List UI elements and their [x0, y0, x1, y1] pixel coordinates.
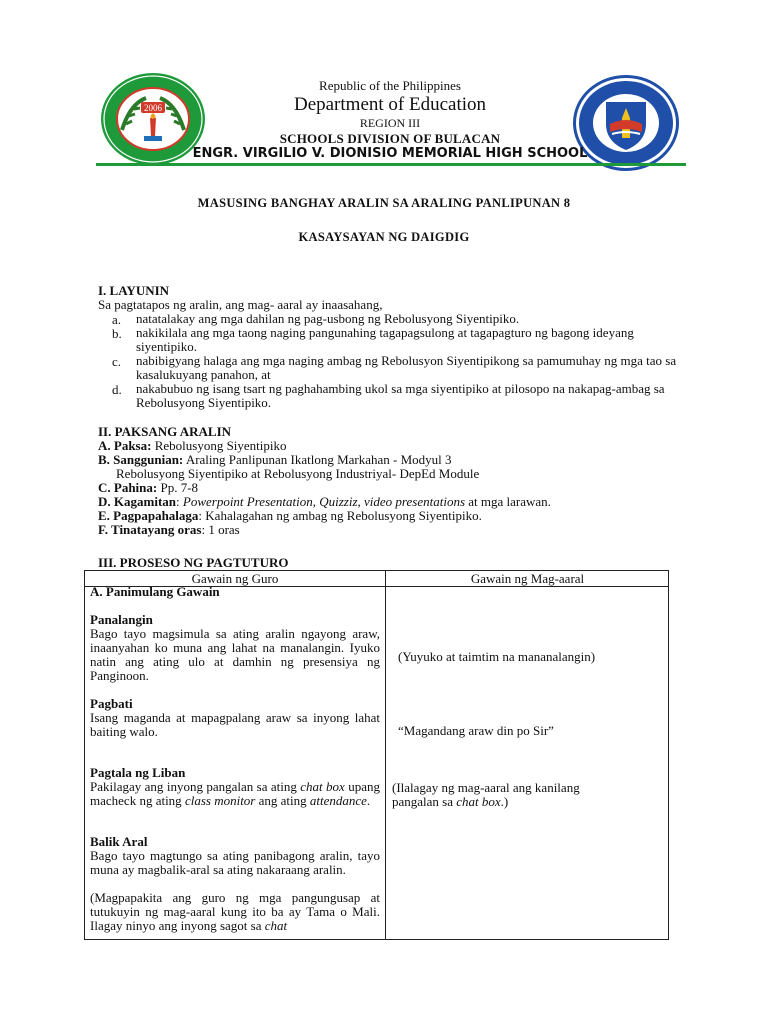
teaching-process-table [84, 570, 669, 940]
header-divider [96, 163, 686, 166]
pagpapahalaga-value: Kahalagahan ng ambag ng Rebolusyong Siyentipiko. [205, 508, 482, 523]
column-header-guro: Gawain ng Guro [191, 571, 279, 586]
section-proseso-heading: III. PROSESO NG PAGTUTURO [98, 555, 289, 570]
sanggunian-label: B. Sanggunian: [98, 452, 184, 467]
objective-marker: b. [112, 326, 122, 341]
school-name: ENGR. VIRGILIO V. DIONISIO MEMORIAL HIGH SCHOOL [192, 146, 588, 161]
pagtala-text-3: ang ating [258, 793, 307, 808]
pagtala-attendance: attendance [309, 793, 367, 808]
pagtala-response [392, 781, 580, 809]
pagtala-text-4: . [366, 793, 371, 808]
objective-marker: d. [112, 382, 122, 397]
sanggunian-value-2: Rebolusyong Siyentipiko at Rebolusyong Industriyal- DepEd Module [116, 466, 480, 481]
paksa-label: A. Paksa: [98, 438, 152, 453]
pagbati-text: Isang maganda at mapagpalang araw sa inyong lahat baiting walo. [90, 710, 380, 739]
kagamitan-rest: at mga larawan. [468, 494, 551, 509]
table-column-divider [385, 571, 386, 939]
panalangin-response: (Yuyuko at taimtim na mananalangin) [398, 649, 596, 664]
panalangin-text: Bago tayo magsimula sa ating aralin ngayong araw, inaanyahan ko muna ang lahat na manalangin. Iyuko natin ang ating ulo at damhin ng presensiya ng Panginoon. [90, 626, 380, 683]
balik-aral-heading: Balik Aral [90, 834, 148, 849]
panimulang-gawain-heading: A. Panimulang Gawain [90, 584, 220, 599]
school-logo-year: 2006 [144, 103, 162, 113]
balik-aral-instructions [90, 891, 380, 933]
objective-item: nakikilala ang mga taong naging pangunahing tagapagsulong at tagapagturo ng bagong ideyang siyentipiko. [136, 325, 634, 354]
column-header-magaaral: Gawain ng Mag-aaral [470, 571, 585, 586]
pagtala-response-2: pangalan sa [392, 794, 454, 809]
oras-value: 1 oras [208, 522, 240, 537]
balik-aral-instructions-text: (Magpapakita ang guro ng mga pangungusap at tutukuyin ng mag-aaral kung ito ba ay Tama o Mali. Ilagay ninyo ang inyong sagot sa [90, 890, 380, 933]
pagtala-response-1: (Ilalagay ng mag-aaral ang kanilang [392, 780, 580, 795]
pagpapahalaga-row: E. Pagpapahalaga: Kahalagahan ng ambag ng Rebolusyong Siyentipiko. [98, 508, 482, 523]
paksa-row [98, 439, 287, 453]
kagamitan-row: D. Kagamitan: Powerpoint Presentation, Quizziz, video presentations at mga larawan. [98, 494, 551, 509]
kagamitan-label: D. Kagamitan [98, 494, 176, 509]
pagtala-text [90, 780, 380, 808]
region-line: REGION III [359, 116, 421, 130]
pagtala-text-2: upang macheck ng ating [90, 779, 381, 808]
document-subtitle: KASAYSAYAN NG DAIGDIG [298, 230, 470, 244]
pagtala-chat-box: chat box [300, 779, 345, 794]
pagtala-response-3: .) [500, 794, 509, 809]
oras-label: F. Tinatayang oras [98, 522, 202, 537]
oras-row: F. Tinatayang oras: 1 oras [98, 522, 240, 537]
pagtala-text-1: Pakilagay ang inyong pangalan sa ating [90, 779, 297, 794]
pahina-value: Pp. 7-8 [160, 480, 199, 495]
pagtala-response-2-line [392, 795, 580, 809]
pahina-row [98, 481, 198, 495]
objective-marker: a. [112, 312, 122, 327]
pagtala-class-monitor: class monitor [184, 793, 256, 808]
pagbati-response: “Magandang araw din po Sir” [398, 723, 554, 738]
panalangin-heading: Panalangin [90, 612, 153, 627]
section-paksang-aralin-heading: II. PAKSANG ARALIN [98, 424, 232, 439]
kagamitan-italic: Powerpoint Presentation, Quizziz, video presentations [182, 494, 466, 509]
layunin-intro: Sa pagtatapos ng aralin, ang mag- aaral ay inaasahang, [98, 297, 383, 312]
pagtala-heading: Pagtala ng Liban [90, 765, 186, 780]
balik-aral-text: Bago tayo magtungo sa ating panibagong aralin, tayo muna ay magbalik-aral sa ating nakaraang aralin. [90, 848, 380, 877]
section-layunin-heading: I. LAYUNIN [98, 283, 170, 298]
objective-marker: c. [112, 354, 122, 369]
sanggunian-value: Araling Panlipunan Ikatlong Markahan - Modyul 3 [185, 452, 452, 467]
sanggunian-row [98, 453, 452, 467]
objective-item: nakabubuo ng isang tsart ng paghahambing ukol sa mga siyentipiko at pilosopo na nakapag-ambag sa Rebolusyong Siyentipiko. [136, 381, 665, 410]
republic-line: Republic of the Philippines [319, 78, 461, 93]
pagbati-heading: Pagbati [90, 696, 133, 711]
division-line: SCHOOLS DIVISION OF BULACAN [279, 131, 501, 146]
paksa-value: Rebolusyong Siyentipiko [154, 438, 287, 453]
pahina-label: C. Pahina: [98, 480, 158, 495]
pagpapahalaga-label: E. Pagpapahalaga [98, 508, 199, 523]
objective-item: nabibigyang halaga ang mga naging ambag ng Rebolusyon Siyentipikong sa pamumuhay ng mga tao sa kasalukuyang panahon, at [136, 353, 677, 382]
document-title: MASUSING BANGHAY ARALIN SA ARALING PANLIPUNAN 8 [197, 196, 571, 210]
department-name: Department of Education [293, 94, 487, 115]
objective-item: natatalakay ang mga dahilan ng pag-usbong ng Rebolusyong Siyentipiko. [136, 311, 520, 326]
balik-aral-chat: chat [264, 918, 288, 933]
pagtala-response-chat-box: chat box [456, 794, 501, 809]
